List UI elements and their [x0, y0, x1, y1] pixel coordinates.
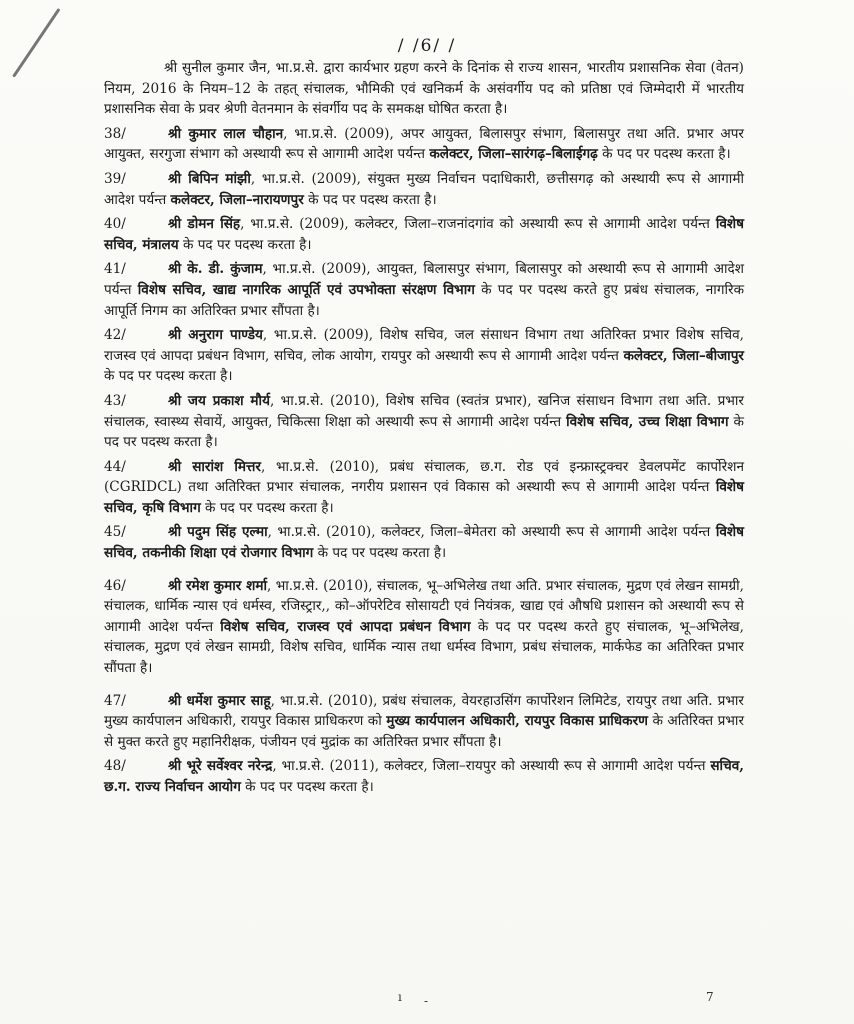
order-entry-38	[104, 124, 744, 165]
entry-tail: के पद पर पदस्थ करता है।	[104, 368, 233, 385]
entry-tail: के पद पर पदस्थ करता है।	[200, 499, 334, 516]
officer-name: श्री भूरे सर्वेश्वर नरेन्द्र	[168, 758, 273, 775]
entry-text: , भा.प्र.से. (2009), आयुक्त, बिलासपुर संभाग, बिलासपुर को अस्थायी रूप से आगामी आदेश पर्यन्त	[104, 261, 744, 298]
entry-text: , भा.प्र.से. (2011), कलेक्टर, जिला–रायपुर को अस्थायी रूप से आगामी आदेश पर्यन्त	[272, 758, 711, 775]
order-entry-47	[104, 691, 744, 753]
entry-tail: के पद पर पदस्थ करता है।	[104, 413, 744, 451]
order-entry-44	[104, 457, 744, 519]
order-entry-42	[104, 325, 744, 387]
officer-name: श्री सारांश मित्तर	[168, 458, 261, 475]
entry-text: , भा.प्र.से. (2009), संयुक्त मुख्य निर्वाचन पदाधिकारी, छत्तीसगढ़ को अस्थायी रूप से आगामी आदेश पर्यन्त	[104, 170, 744, 208]
officer-name: श्री जय प्रकाश मौर्य	[168, 392, 270, 409]
order-entry-39	[104, 169, 744, 210]
entry-number: 39/	[104, 170, 126, 187]
posting-title: कलेक्टर, जिला–बीजापुर	[623, 347, 744, 364]
officer-name: श्री बिपिन मांझी	[168, 170, 251, 187]
page-number: / /6/ /	[397, 36, 457, 56]
entry-text: , भा.प्र.से. (2010), कलेक्टर, जिला–बेमेतरा को अस्थायी रूप से आगामी आदेश पर्यन्त	[267, 524, 716, 541]
posting-title: विशेष सचिव, उच्च शिक्षा विभाग	[566, 413, 729, 430]
officer-name: श्री धर्मेश कुमार साहू	[168, 692, 271, 709]
footer-tick-mark: ı	[398, 990, 402, 1004]
footer-marks	[0, 990, 854, 1010]
posting-title: कलेक्टर, जिला–सारंगढ़–बिलाईगढ़	[429, 146, 598, 163]
officer-name: श्री कुमार लाल चौहान	[168, 125, 284, 142]
footer-seven-mark: 7	[706, 990, 714, 1004]
order-entry-48	[104, 756, 744, 797]
entry-number: 40/	[104, 216, 126, 233]
entry-number: 43/	[104, 392, 126, 409]
entry-text: , भा.प्र.से. (2009), अपर आयुक्त, बिलासपुर संभाग, बिलासपुर तथा अति. प्रभार अपर आयुक्त, सरगुजा संभाग को अस्थायी रूप से आगामी आदेश पर्यन्त	[104, 125, 744, 163]
footer-dash-mark: -	[424, 994, 429, 1008]
entry-text: , भा.प्र.से. (2010), विशेष सचिव (स्वतंत्र प्रभार), खनिज संसाधन विभाग तथा अति. प्रभार संचालक, स्वास्थ्य सेवायें, आयुक्त, चिकित्सा शिक्षा को अस्थायी रूप से आगामी आदेश पर्यन्त	[104, 392, 744, 430]
officer-name: श्री डोमन सिंह	[168, 216, 241, 233]
entry-tail: के पद पर पदस्थ करते हुए संचालक, भू–अभिलेख, संचालक, मुद्रण एवं लेखन सामग्री, विशेष सचिव, धार्मिक न्यास तथा धर्मस्व विभाग, प्रबंध संचालक, मार्कफेड का अतिरिक्त प्रभार सौंपता है।	[104, 618, 744, 677]
posting-title: विशेष सचिव, खाद्य नागरिक आपूर्ति एवं उपभोक्ता संरक्षण विभाग	[137, 281, 475, 298]
entry-tail: के पद पर पदस्थ करता है।	[303, 191, 437, 208]
order-entry-43	[104, 391, 744, 453]
posting-title: विशेष सचिव, मंत्रालय	[104, 216, 745, 253]
entry-number: 38/	[104, 125, 126, 142]
entry-number: 46/	[104, 577, 126, 594]
order-entry-46	[104, 576, 744, 679]
document-body	[104, 58, 744, 802]
entry-text: , भा.प्र.से. (2010), संचालक, भू–अभिलेख तथा अति. प्रभार संचालक, मुद्रण एवं लेखन सामग्री, संचालक, धार्मिक न्यास एवं धर्मस्व, रजिस्ट्रार,, को–ऑपरेटिव सोसायटी एवं नियंत्रक, खाद्य एवं औषधि प्रशासन को अस्थायी रूप से आगामी आदेश पर्यन्त	[104, 577, 744, 635]
entry-number: 47/	[104, 692, 126, 709]
posting-title: सचिव, छ.ग. राज्य निर्वाचन आयोग	[104, 758, 744, 795]
entry-tail: के पद पर पदस्थ करते हुए प्रबंध संचालक, नागरिक आपूर्ति निगम का अतिरिक्त प्रभार सौंपता है।	[104, 281, 745, 319]
entry-tail: के पद पर पदस्थ करता है।	[240, 779, 374, 795]
posting-title: विशेष सचिव, राजस्व एवं आपदा प्रबंधन विभाग	[220, 618, 471, 635]
order-entry-45	[104, 522, 744, 563]
entry-number: 45/	[104, 524, 126, 541]
entry-tail: के पद पर पदस्थ करता है।	[597, 146, 731, 163]
entry-number: 48/	[104, 758, 126, 775]
entry-text: , भा.प्र.से. (2009), विशेष सचिव, जल संसाधन विभाग तथा अतिरिक्त प्रभार विशेष सचिव, राजस्व एवं आपदा प्रबंधन विभाग, सचिव, लोक आयोग, रायपुर को अस्थायी रूप से आगामी आदेश पर्यन्त	[104, 327, 744, 364]
order-entry-40	[104, 214, 744, 255]
posting-title: मुख्य कार्यपालन अधिकारी, रायपुर विकास प्राधिकरण	[386, 713, 648, 730]
officer-name: श्री अनुराग पाण्डेय	[168, 327, 263, 344]
entry-tail: के अतिरिक्त प्रभार से मुक्त करते हुए महानिरीक्षक, पंजीयन एवं मुद्रांक का अतिरिक्त प्रभार सौंपता है।	[104, 713, 745, 750]
intro-paragraph: श्री सुनील कुमार जैन, भा.प्र.से. द्वारा कार्यभार ग्रहण करने के दिनांक से राज्य शासन, भारतीय प्रशासनिक सेवा (वेतन) नियम, 2016 के नियम–12 के तहत् संचालक, भौमिकी एवं खनिकर्म के असंवर्गीय पद को प्रतिष्ठा एवं जिम्मेदारी में भारतीय प्रशासनिक सेवा के प्रवर श्रेणी वेतनमान के संवर्गीय पद के समकक्ष घोषित करता है।	[104, 60, 744, 118]
entry-text: , भा.प्र.से. (2010), प्रबंध संचालक, छ.ग. रोड एवं इन्फ्रास्ट्रक्चर डेवलपमेंट कार्पोरेशन (CGRIDCL) तथा अतिरिक्त प्रभार संचालक, नगरीय प्रशासन एवं विकास को अस्थायी रूप से आगामी आदेश पर्यन्त	[104, 458, 744, 496]
entry-tail: के पद पर पदस्थ करता है।	[313, 545, 447, 562]
entry-text: , भा.प्र.से. (2009), कलेक्टर, जिला–राजनांदगांव को अस्थायी रूप से आगामी आदेश पर्यन्त	[240, 216, 716, 233]
posting-title: विशेष सचिव, तकनीकी शिक्षा एवं रोजगार विभाग	[104, 524, 744, 562]
posting-title: विशेष सचिव, कृषि विभाग	[104, 479, 744, 516]
entry-tail: के पद पर पदस्थ करता है।	[178, 236, 312, 253]
officer-name: श्री पदुम सिंह एल्मा	[168, 524, 268, 541]
entry-number: 42/	[104, 327, 126, 344]
entry-number: 41/	[104, 261, 126, 278]
entry-text: , भा.प्र.से. (2010), प्रबंध संचालक, वेयरहाउसिंग कार्पोरेशन लिमिटेड, रायपुर तथा अति. प्रभार मुख्य कार्यपालन अधिकारी, रायपुर विकास प्राधिकरण को	[104, 692, 744, 730]
order-entry-41	[104, 259, 744, 321]
entry-number: 44/	[104, 458, 126, 475]
officer-name: श्री रमेश कुमार शर्मा	[168, 577, 268, 594]
posting-title: कलेक्टर, जिला–नारायणपुर	[170, 191, 304, 208]
officer-name: श्री के. डी. कुंजाम	[168, 261, 263, 278]
